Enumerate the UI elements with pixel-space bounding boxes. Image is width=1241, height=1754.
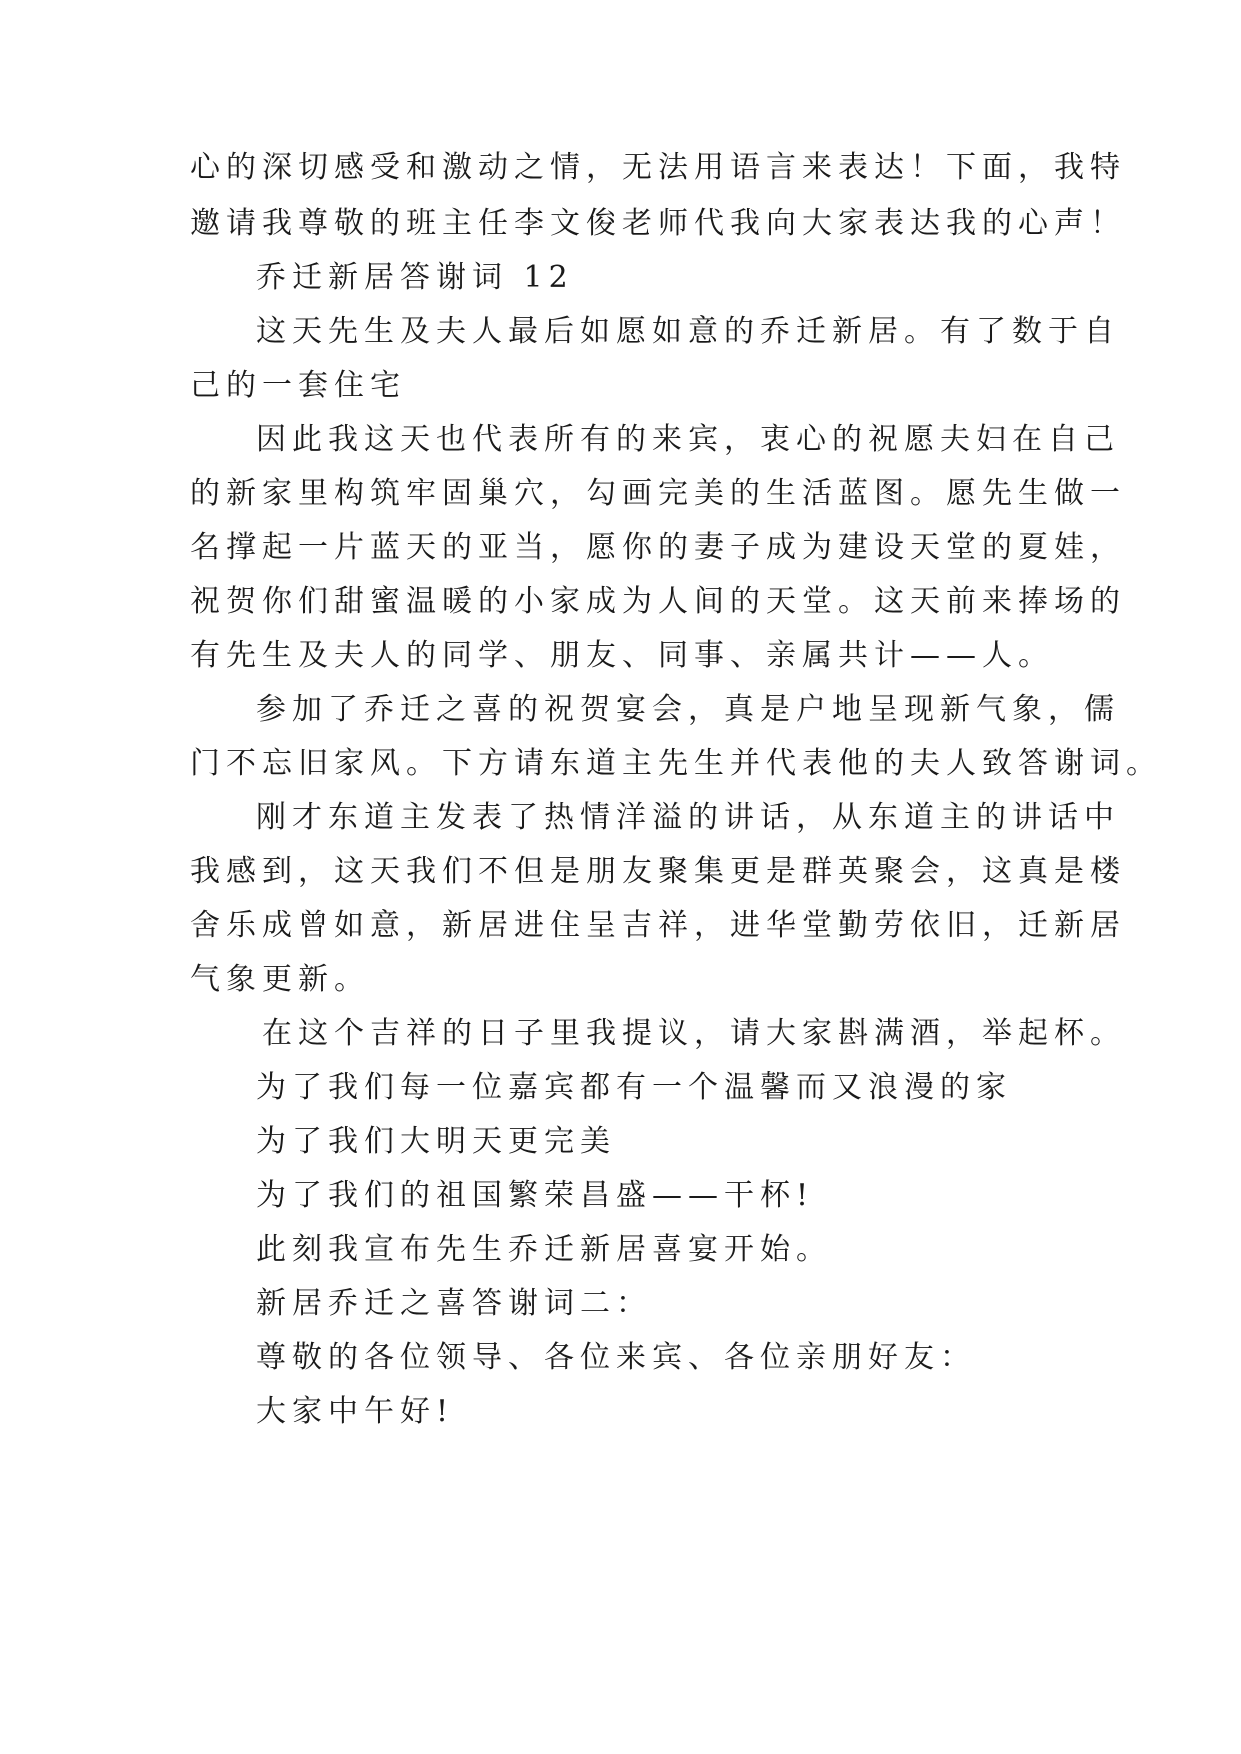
paragraph-line: 为了我们每一位嘉宾都有一个温馨而又浪漫的家 [256, 1070, 1012, 1105]
paragraph-line: 门不忘旧家风。下方请东道主先生并代表他的夫人致答谢词。 [190, 746, 1162, 781]
paragraph-line: 的新家里构筑牢固巢穴，勾画完美的生活蓝图。愿先生做一 [190, 476, 1126, 511]
paragraph-line: 心的深切感受和激动之情，无法用语言来表达！下面，我特 [190, 150, 1126, 185]
paragraph-line: 邀请我尊敬的班主任李文俊老师代我向大家表达我的心声！ [190, 206, 1126, 241]
section-heading: 乔迁新居答谢词 12 [256, 260, 574, 295]
greeting-line: 大家中午好! [256, 1394, 455, 1429]
section-heading: 新居乔迁之喜答谢词二： [256, 1286, 652, 1321]
paragraph-line: 舍乐成曾如意，新居进住呈吉祥，进华堂勤劳依旧，迁新居 [190, 908, 1126, 943]
paragraph-line: 己的一套住宅 [190, 368, 406, 403]
paragraph-line: 我感到，这天我们不但是朋友聚集更是群英聚会，这真是楼 [190, 854, 1126, 889]
paragraph-line: 此刻我宣布先生乔迁新居喜宴开始。 [256, 1232, 832, 1267]
paragraph-line: 参加了乔迁之喜的祝贺宴会，真是户地呈现新气象，儒 [256, 692, 1120, 727]
paragraph-line: 因此我这天也代表所有的来宾，衷心的祝愿夫妇在自己 [256, 422, 1120, 457]
paragraph-line: 为了我们大明天更完美 [256, 1124, 616, 1159]
paragraph-line: 有先生及夫人的同学、朋友、同事、亲属共计——人。 [190, 638, 1054, 673]
paragraph-line: 气象更新。 [190, 962, 370, 997]
salutation-line: 尊敬的各位领导、各位来宾、各位亲朋好友： [256, 1340, 976, 1375]
paragraph-line: 祝贺你们甜蜜温暖的小家成为人间的天堂。这天前来捧场的 [190, 584, 1126, 619]
paragraph-line: 这天先生及夫人最后如愿如意的乔迁新居。有了数于自 [256, 314, 1120, 349]
paragraph-line: 为了我们的祖国繁荣昌盛——干杯! [256, 1178, 815, 1213]
paragraph-line: 在这个吉祥的日子里我提议，请大家斟满酒，举起杯。 [262, 1016, 1126, 1051]
paragraph-line: 刚才东道主发表了热情洋溢的讲话，从东道主的讲话中 [256, 800, 1120, 835]
paragraph-line: 名撑起一片蓝天的亚当，愿你的妻子成为建设天堂的夏娃， [190, 530, 1126, 565]
